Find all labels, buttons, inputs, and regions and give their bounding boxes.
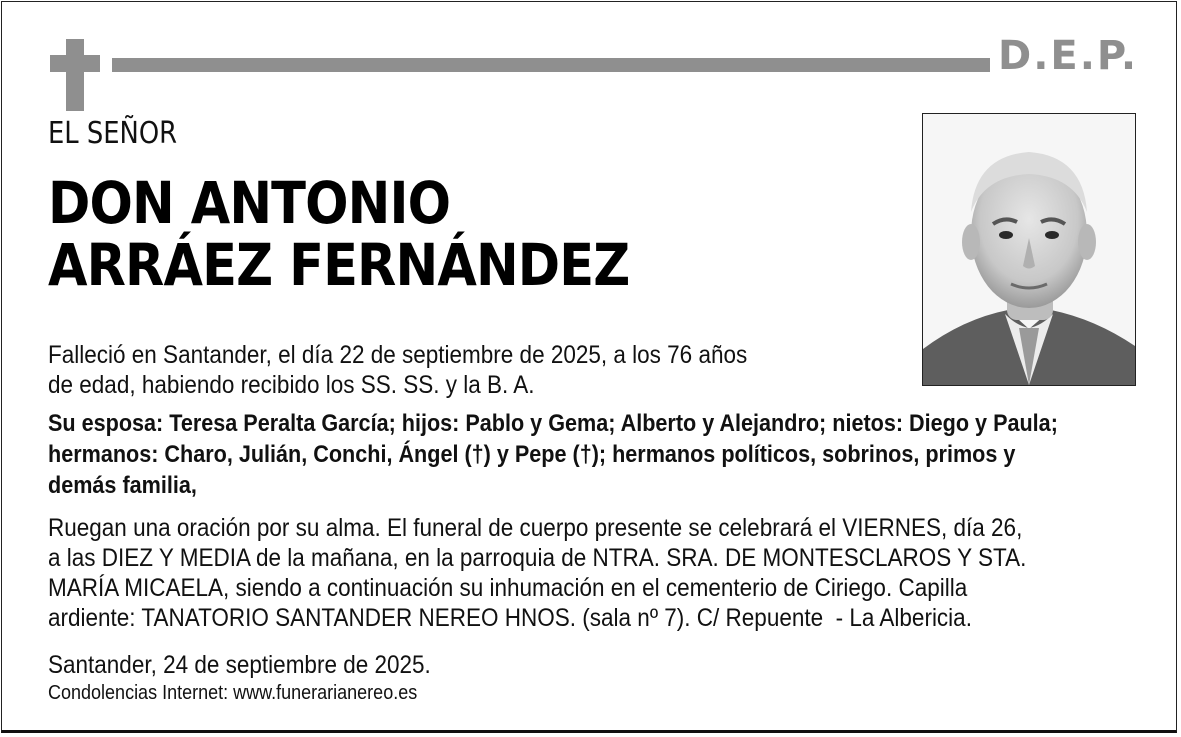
family-line-2: hermanos: Charo, Julián, Conchi, Ángel (†) y Pepe (†); hermanos políticos, sobrinos, primos y: [48, 441, 1016, 468]
deceased-name: [48, 169, 630, 299]
condolences-link[interactable]: Condolencias Internet: www.funerarianereo.es: [48, 682, 418, 704]
header-rule: [112, 58, 990, 72]
funeral-details: [48, 513, 1137, 633]
portrait-image: [923, 114, 1135, 385]
cross-icon-crossbar: [50, 55, 100, 72]
notice-date: Santander, 24 de septiembre de 2025.: [48, 651, 431, 679]
family-line-1: Su esposa: Teresa Peralta García; hijos: Pablo y Gema; Alberto y Alejandro; nietos: Diego y Paula;: [48, 410, 1058, 437]
obituary-notice: [1, 1, 1177, 733]
family-list: [48, 408, 1110, 501]
portrait-photo: [922, 113, 1136, 386]
death-announcement: [48, 340, 840, 400]
funeral-line-1: Ruegan una oración por su alma. El funeral de cuerpo presente se celebrará el VIERNES, día 26,: [48, 514, 1023, 542]
death-line-2: de edad, habiendo recibido los SS. SS. y la B. A.: [48, 371, 535, 399]
dep-heading: D.E.P.: [998, 33, 1139, 79]
honorific: EL SEÑOR: [48, 116, 178, 151]
funeral-line-2: a las DIEZ Y MEDIA de la mañana, en la parroquia de NTRA. SRA. DE MONTESCLAROS Y STA.: [48, 544, 1027, 572]
family-line-3: demás familia,: [48, 472, 197, 499]
death-line-1: Falleció en Santander, el día 22 de septiembre de 2025, a los 76 años: [48, 341, 748, 369]
cross-icon: [66, 39, 84, 111]
funeral-line-3: MARÍA MICAELA, siendo a continuación su inhumación en el cementerio de Ciriego. Capilla: [48, 574, 968, 602]
name-line-1: DON ANTONIO: [48, 169, 451, 237]
name-line-2: ARRÁEZ FERNÁNDEZ: [48, 231, 630, 299]
funeral-line-4: ardiente: TANATORIO SANTANDER NEREO HNOS. (sala nº 7). C/ Repuente - La Albericia.: [48, 604, 972, 632]
